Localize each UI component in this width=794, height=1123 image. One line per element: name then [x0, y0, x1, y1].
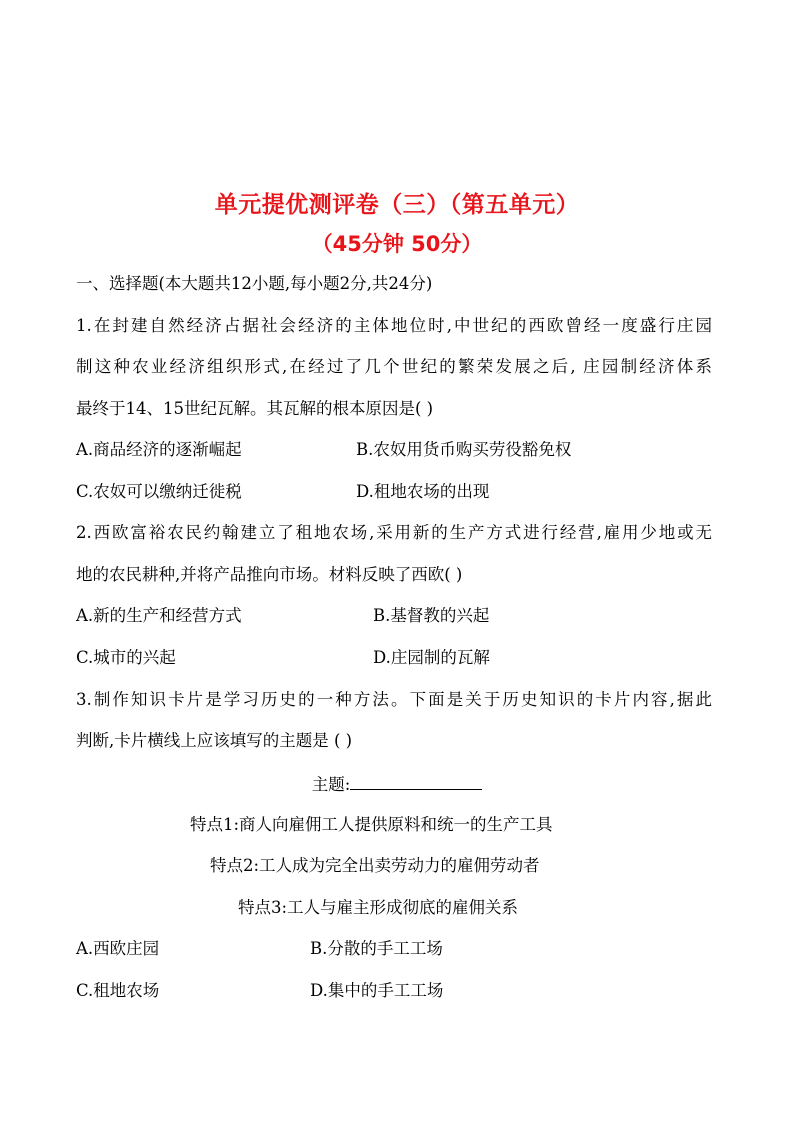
question-3-option-a: A.西欧庄园 — [76, 939, 160, 958]
question-3-option-d: D.集中的手工工场 — [310, 981, 444, 1000]
question-3-option-b: B.分散的手工工场 — [310, 939, 443, 958]
question-1-option-d: D.租地农场的出现 — [356, 482, 490, 501]
exam-duration-score: （45分钟 50分） — [311, 232, 483, 256]
question-2-option-d: D.庄园制的瓦解 — [373, 648, 490, 667]
question-2-line-1: 2.西欧富裕农民约翰建立了租地农场,采用新的生产方式进行经营,雇用少地或无 — [76, 523, 712, 542]
question-3-option-c: C.租地农场 — [76, 981, 160, 1000]
question-2-option-a: A.新的生产和经营方式 — [76, 606, 242, 625]
question-1-option-a: A.商品经济的逐渐崛起 — [76, 440, 242, 459]
question-2-option-b: B.基督教的兴起 — [373, 606, 490, 625]
exam-title: 单元提优测评卷（三）（第五单元） — [214, 192, 580, 218]
knowledge-card-feature-1: 特点1:商人向雇佣工人提供原料和统一的生产工具 — [190, 815, 553, 834]
knowledge-card-feature-2: 特点2:工人成为完全出卖劳动力的雇佣劳动者 — [210, 856, 540, 875]
knowledge-card-feature-3: 特点3:工人与雇主形成彻底的雇佣关系 — [238, 898, 519, 917]
card-topic-blank — [350, 773, 482, 790]
section-heading: 一、选择题(本大题共12小题,每小题2分,共24分) — [76, 274, 433, 293]
question-3-line-2: 判断,卡片横线上应该填写的主题是 ( ) — [76, 731, 353, 750]
question-1-option-b: B.农奴用货币购买劳役豁免权 — [356, 440, 572, 459]
card-topic-label: 主题: — [311, 775, 351, 794]
question-3-line-1: 3.制作知识卡片是学习历史的一种方法。下面是关于历史知识的卡片内容,据此 — [76, 690, 712, 709]
question-2-line-2: 地的农民耕种,并将产品推向市场。材料反映了西欧( ) — [76, 565, 463, 584]
question-2-option-c: C.城市的兴起 — [76, 648, 176, 667]
knowledge-card-topic — [0, 773, 794, 795]
question-1-line-2: 制这种农业经济组织形式,在经过了几个世纪的繁荣发展之后, 庄园制经济体系 — [76, 357, 712, 376]
question-1-option-c: C.农奴可以缴纳迁徙税 — [76, 482, 242, 501]
question-1-line-3: 最终于14、15世纪瓦解。其瓦解的根本原因是( ) — [76, 399, 434, 418]
question-1-line-1: 1.在封建自然经济占据社会经济的主体地位时,中世纪的西欧曾经一度盛行庄园 — [76, 316, 712, 335]
